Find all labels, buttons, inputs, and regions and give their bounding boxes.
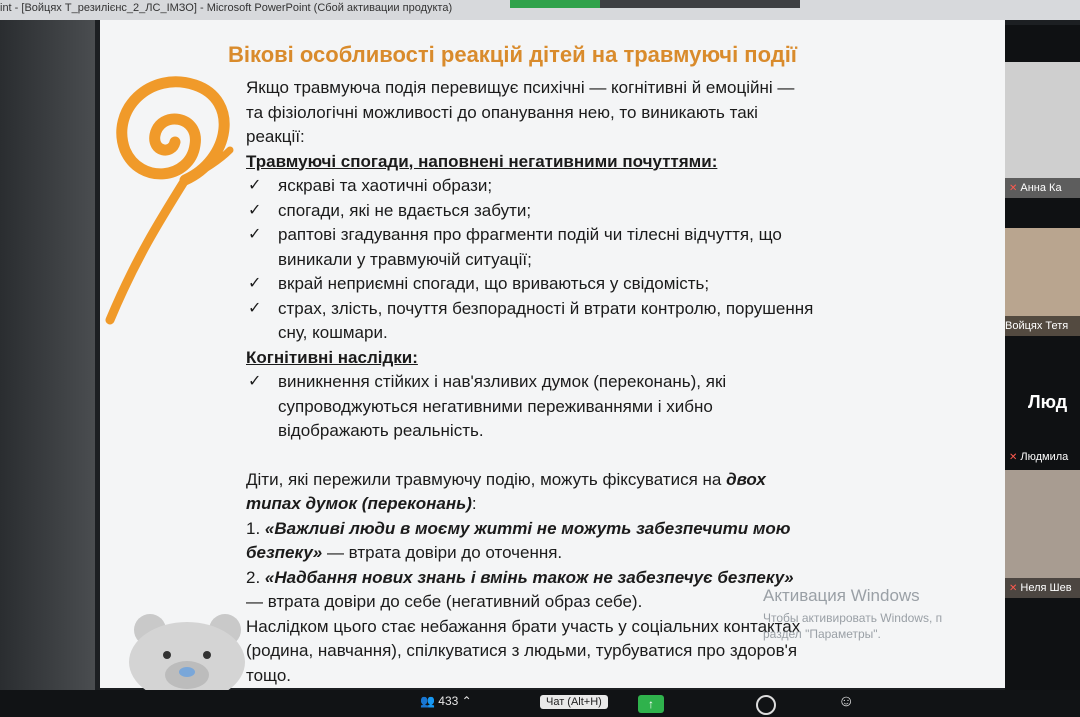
section-heading-cognitive: Когнітивні наслідки: [246,347,418,367]
list-item-text: вкрай неприємні спогади, що вриваються у свідомість; [278,274,710,293]
text-line: реакції: [246,127,305,146]
list-item-text: яскраві та хаотичні образи; [278,176,493,195]
list-item-text: виникали у травмуючій ситуації; [278,249,532,269]
slide-title: Вікові особливості реакцій дітей на травмуючі події [228,42,797,67]
thought-type-1: 1. «Важливі люди в моєму житті не можуть забезпечити мою безпеку» — втрата довіри до оточення. [246,518,791,562]
zoom-view-options-tab[interactable] [600,0,800,8]
traumatic-memories-list [246,174,946,346]
windows-activation-watermark: Активация Windows Чтобы активировать Windows, п раздел "Параметры". [763,586,943,641]
monitor-bezel [0,0,95,717]
checkmark-icon: ✓ [248,275,262,292]
text-line: Якщо травмуюча подія перевищує психічні — когнітивні й емоційні — [246,78,795,97]
participant-video-tile[interactable]: Войцях Тетя [1005,228,1080,336]
spiral-logo-icon [100,60,240,330]
list-item [246,272,946,297]
participant-video-tile[interactable]: ✕ Неля Шев [1005,470,1080,598]
checkmark-icon: ✓ [248,373,262,390]
list-item [246,174,946,199]
zoom-share-indicator [510,0,600,8]
participant-name[interactable]: ✕ Людмила [1009,451,1069,463]
list-item [246,370,946,444]
checkmark-icon: ✓ [248,201,262,219]
list-item-text: супроводжуються негативними переживаннями і хибно [278,396,713,416]
participant-section-label: Люд [1028,392,1068,412]
chat-button[interactable]: Чат (Alt+H) [540,695,608,709]
list-item [246,199,946,224]
checkmark-icon: ✓ [248,226,262,243]
list-item-text: відображають реальність. [278,421,484,440]
participant-video-tile[interactable]: ✕ Анна Ка [1005,62,1080,198]
window-titlebar [0,0,1080,20]
list-item-text: сну, кошмари. [278,323,388,342]
record-button[interactable] [756,695,776,715]
thought-types-intro: Діти, які пережили травмуючу подію, можуть фіксуватися на двох типах думок (переконань): [246,469,766,513]
text-line: (родина, навчання), спілкуватися з людьми, турбуватися про здоров'я [246,641,798,660]
list-item [246,297,946,346]
window-title: int - [Войцях Т_резилієнс_2_ЛС_ІМЗО] - Microsoft PowerPoint (Сбой активации продукта) [0,2,453,14]
mic-muted-icon: ✕ [1009,583,1018,594]
chevron-up-icon[interactable]: ⌃ [461,694,472,708]
text-line: Наслідком цього стає небажання брати участь у соціальних контактах [246,616,801,636]
meeting-toolbar [0,690,1080,717]
share-screen-button[interactable]: ↑ [638,695,664,713]
mic-muted-icon: ✕ [1009,452,1018,463]
text-line: та фізіологічні можливості до опанування нею, то виникають такі [246,102,758,122]
cognitive-consequences-list [246,370,946,444]
thought-type-2: 2. «Надбання нових знань і вмінь також не забезпечує безпеку» — втрата довіри до себе (негативний образ себе). [246,567,794,611]
list-item-text: раптові згадування про фрагменти подій чи тілесні відчуття, що [278,225,782,244]
people-icon: 👥 [420,694,435,708]
list-item-text: спогади, які не вдається забути; [278,200,532,220]
checkmark-icon: ✓ [248,177,262,194]
list-item-text: виникнення стійких і нав'язливих думок (переконань), які [278,372,727,391]
teddy-bear-icon [115,600,265,690]
reactions-button[interactable]: ☺ [838,693,855,710]
mic-muted-icon: ✕ [1009,183,1018,194]
intro-paragraph [246,76,946,150]
checkmark-icon: ✓ [248,299,262,317]
participants-button[interactable]: 👥 433 ⌃ [420,694,472,708]
section-heading-traumatic-memories: Травмуючі спогади, наповнені негативними почуттями: [246,151,718,171]
list-item [246,223,946,272]
list-item-text: страх, злість, почуття безпорадності й втрати контролю, порушення [278,298,814,318]
text-line: тощо. [246,665,292,685]
